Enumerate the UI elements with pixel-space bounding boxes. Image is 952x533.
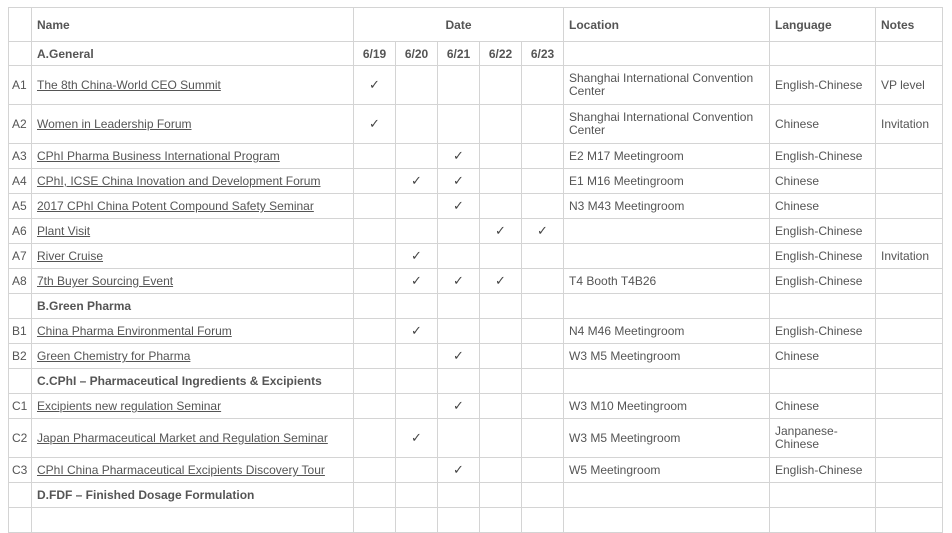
date-cell [480,219,522,244]
header-id [9,8,32,42]
date-cell [480,319,522,344]
event-link[interactable]: Women in Leadership Forum [37,117,192,131]
location-cell: N3 M43 Meetingroom [564,194,770,219]
date-cell [354,419,396,458]
table-row [9,508,943,533]
notes-cell [876,458,943,483]
date-cell [354,483,396,508]
location-cell: W3 M10 Meetingroom [564,394,770,419]
language-cell: Chinese [770,169,876,194]
event-name-cell [32,269,354,294]
check-icon: ✓ [369,77,380,92]
table-row [9,269,943,294]
date-cell [396,483,438,508]
date-cell [480,508,522,533]
date-cell [480,144,522,169]
event-link[interactable]: River Cruise [37,249,104,263]
date-cell [396,219,438,244]
date-cell [438,144,480,169]
row-id: A6 [9,219,32,244]
table-row [9,344,943,369]
location-cell [564,508,770,533]
location-cell: W5 Meetingroom [564,458,770,483]
location-cell: W3 M5 Meetingroom [564,419,770,458]
location-cell: Shanghai International Convention Center [564,105,770,144]
date-cell [354,269,396,294]
date-cell [438,508,480,533]
date-cell [354,458,396,483]
event-link[interactable]: Japan Pharmaceutical Market and Regulation Seminar [37,431,328,445]
date-cell [438,394,480,419]
event-name-cell [32,105,354,144]
row-id: C3 [9,458,32,483]
date-cell [438,66,480,105]
date-cell [396,344,438,369]
date-cell [354,219,396,244]
section-title: C.CPhI – Pharmaceutical Ingredients & Excipients [32,369,354,394]
language-cell: English-Chinese [770,269,876,294]
date-cell [354,66,396,105]
section-id-cell [9,42,32,66]
section-title: B.Green Pharma [32,294,354,319]
section-title: D.FDF – Finished Dosage Formulation [32,483,354,508]
table-row [9,319,943,344]
language-cell: Chinese [770,194,876,219]
date-cell [438,344,480,369]
date-cell [354,169,396,194]
event-name-cell [32,394,354,419]
section-row [9,294,943,319]
row-id: B2 [9,344,32,369]
date-cell [522,319,564,344]
event-link[interactable]: Excipients new regulation Seminar [37,399,222,413]
language-cell: English-Chinese [770,144,876,169]
date-header-1: 6/19 [354,42,396,66]
date-cell [354,369,396,394]
section-empty-cell [770,369,876,394]
check-icon: ✓ [411,273,422,288]
table-row [9,419,943,458]
date-cell [354,508,396,533]
language-cell: Chinese [770,344,876,369]
notes-cell [876,344,943,369]
date-cell [522,419,564,458]
section-empty-cell [564,294,770,319]
table-row [9,105,943,144]
date-cell [438,219,480,244]
event-link[interactable]: CPhI, ICSE China Inovation and Development Forum [37,174,321,188]
section-row [9,483,943,508]
date-cell [396,194,438,219]
header-name: Name [32,8,354,42]
date-cell [354,344,396,369]
check-icon: ✓ [453,398,464,413]
section-id-cell [9,483,32,508]
event-link[interactable]: Green Chemistry for Pharma [37,349,191,363]
check-icon: ✓ [453,173,464,188]
check-icon: ✓ [453,198,464,213]
date-cell [480,458,522,483]
notes-cell [876,319,943,344]
check-icon: ✓ [453,348,464,363]
section-empty-cell [876,294,943,319]
date-cell [480,394,522,419]
date-cell [396,269,438,294]
event-name-cell [32,244,354,269]
row-id: C1 [9,394,32,419]
date-cell [354,294,396,319]
check-icon: ✓ [411,173,422,188]
header-notes: Notes [876,8,943,42]
date-cell [438,194,480,219]
date-cell [438,244,480,269]
date-cell [522,105,564,144]
check-icon: ✓ [537,223,548,238]
date-cell [438,319,480,344]
date-cell [480,294,522,319]
row-id: A8 [9,269,32,294]
check-icon: ✓ [453,462,464,477]
language-cell: Chinese [770,105,876,144]
date-header-2: 6/20 [396,42,438,66]
check-icon: ✓ [453,148,464,163]
date-cell [522,244,564,269]
date-cell [480,369,522,394]
language-cell: English-Chinese [770,458,876,483]
date-cell [438,169,480,194]
notes-cell [876,219,943,244]
event-name-cell [32,194,354,219]
location-cell: E2 M17 Meetingroom [564,144,770,169]
location-cell: E1 M16 Meetingroom [564,169,770,194]
language-cell: English-Chinese [770,66,876,105]
date-cell [354,144,396,169]
check-icon: ✓ [495,273,506,288]
language-cell: English-Chinese [770,319,876,344]
date-cell [480,244,522,269]
section-empty-cell [876,42,943,66]
event-name-cell [32,169,354,194]
date-cell [396,319,438,344]
section-row [9,369,943,394]
date-cell [438,369,480,394]
date-cell [396,294,438,319]
section-empty-cell [564,483,770,508]
section-empty-cell [770,42,876,66]
table-row [9,66,943,105]
table-row [9,194,943,219]
check-icon: ✓ [411,323,422,338]
row-id: B1 [9,319,32,344]
location-cell: T4 Booth T4B26 [564,269,770,294]
date-cell [522,369,564,394]
row-id: A1 [9,66,32,105]
table-row [9,219,943,244]
date-cell [396,105,438,144]
event-name-cell [32,419,354,458]
language-cell [770,508,876,533]
header-row [9,8,943,42]
date-header-4: 6/22 [480,42,522,66]
date-cell [480,269,522,294]
date-cell [396,369,438,394]
section-empty-cell [564,369,770,394]
event-link[interactable]: 2017 CPhI China Potent Compound Safety Seminar [37,199,314,213]
table-row [9,169,943,194]
date-cell [396,394,438,419]
event-name-cell [32,508,354,533]
events-table [8,7,943,533]
date-cell [522,169,564,194]
section-empty-cell [876,369,943,394]
check-icon: ✓ [411,430,422,445]
date-cell [480,105,522,144]
section-empty-cell [770,294,876,319]
date-cell [522,458,564,483]
date-cell [522,219,564,244]
row-id: A4 [9,169,32,194]
location-cell [564,244,770,269]
notes-cell [876,144,943,169]
row-id: A2 [9,105,32,144]
language-cell: English-Chinese [770,219,876,244]
notes-cell: VP level [876,66,943,105]
event-link[interactable]: Plant Visit [37,224,91,238]
date-cell [354,194,396,219]
date-cell [354,105,396,144]
event-name-cell [32,66,354,105]
date-cell [438,269,480,294]
event-name-cell [32,319,354,344]
event-link[interactable]: CPhI Pharma Business International Program [37,149,280,163]
date-cell [480,419,522,458]
date-cell [396,458,438,483]
location-cell: Shanghai International Convention Center [564,66,770,105]
table-row [9,244,943,269]
check-icon: ✓ [495,223,506,238]
date-cell [522,483,564,508]
date-cell [438,419,480,458]
location-cell: N4 M46 Meetingroom [564,319,770,344]
section-id-cell [9,294,32,319]
language-cell: Chinese [770,394,876,419]
date-cell [438,294,480,319]
table-row [9,458,943,483]
notes-cell: Invitation [876,244,943,269]
event-link[interactable]: 7th Buyer Sourcing Event [37,274,174,288]
event-name-cell [32,144,354,169]
date-cell [354,244,396,269]
location-cell: W3 M5 Meetingroom [564,344,770,369]
section-empty-cell [770,483,876,508]
section-row [9,42,943,66]
date-cell [480,66,522,105]
date-cell [522,66,564,105]
date-cell [522,144,564,169]
date-cell [522,508,564,533]
location-cell [564,219,770,244]
row-id [9,508,32,533]
date-cell [480,483,522,508]
notes-cell [876,169,943,194]
date-cell [396,244,438,269]
check-icon: ✓ [369,116,380,131]
date-cell [396,419,438,458]
event-name-cell [32,344,354,369]
section-empty-cell [876,483,943,508]
event-link[interactable]: The 8th China-World CEO Summit [37,78,221,92]
section-empty-cell [564,42,770,66]
date-cell [480,344,522,369]
table-row [9,394,943,419]
date-cell [480,194,522,219]
date-cell [354,394,396,419]
date-cell [480,169,522,194]
notes-cell: Invitation [876,105,943,144]
date-header-3: 6/21 [438,42,480,66]
event-name-cell [32,458,354,483]
date-cell [396,169,438,194]
notes-cell [876,194,943,219]
header-location: Location [564,8,770,42]
language-cell: English-Chinese [770,244,876,269]
date-cell [438,105,480,144]
check-icon: ✓ [411,248,422,263]
event-link[interactable]: China Pharma Environmental Forum [37,324,232,338]
header-date: Date [354,8,564,42]
notes-cell [876,394,943,419]
row-id: A5 [9,194,32,219]
section-id-cell [9,369,32,394]
notes-cell [876,269,943,294]
date-header-5: 6/23 [522,42,564,66]
language-cell: Janpanese-Chinese [770,419,876,458]
row-id: A7 [9,244,32,269]
date-cell [396,508,438,533]
check-icon: ✓ [453,273,464,288]
date-cell [438,483,480,508]
date-cell [522,194,564,219]
section-title: A.General [32,42,354,66]
date-cell [396,144,438,169]
date-cell [438,458,480,483]
date-cell [396,66,438,105]
row-id: C2 [9,419,32,458]
table-row [9,144,943,169]
header-language: Language [770,8,876,42]
notes-cell [876,508,943,533]
date-cell [522,394,564,419]
row-id: A3 [9,144,32,169]
date-cell [522,269,564,294]
event-link[interactable]: CPhI China Pharmaceutical Excipients Discovery Tour [37,463,325,477]
date-cell [522,294,564,319]
event-name-cell [32,219,354,244]
date-cell [354,319,396,344]
date-cell [522,344,564,369]
notes-cell [876,419,943,458]
